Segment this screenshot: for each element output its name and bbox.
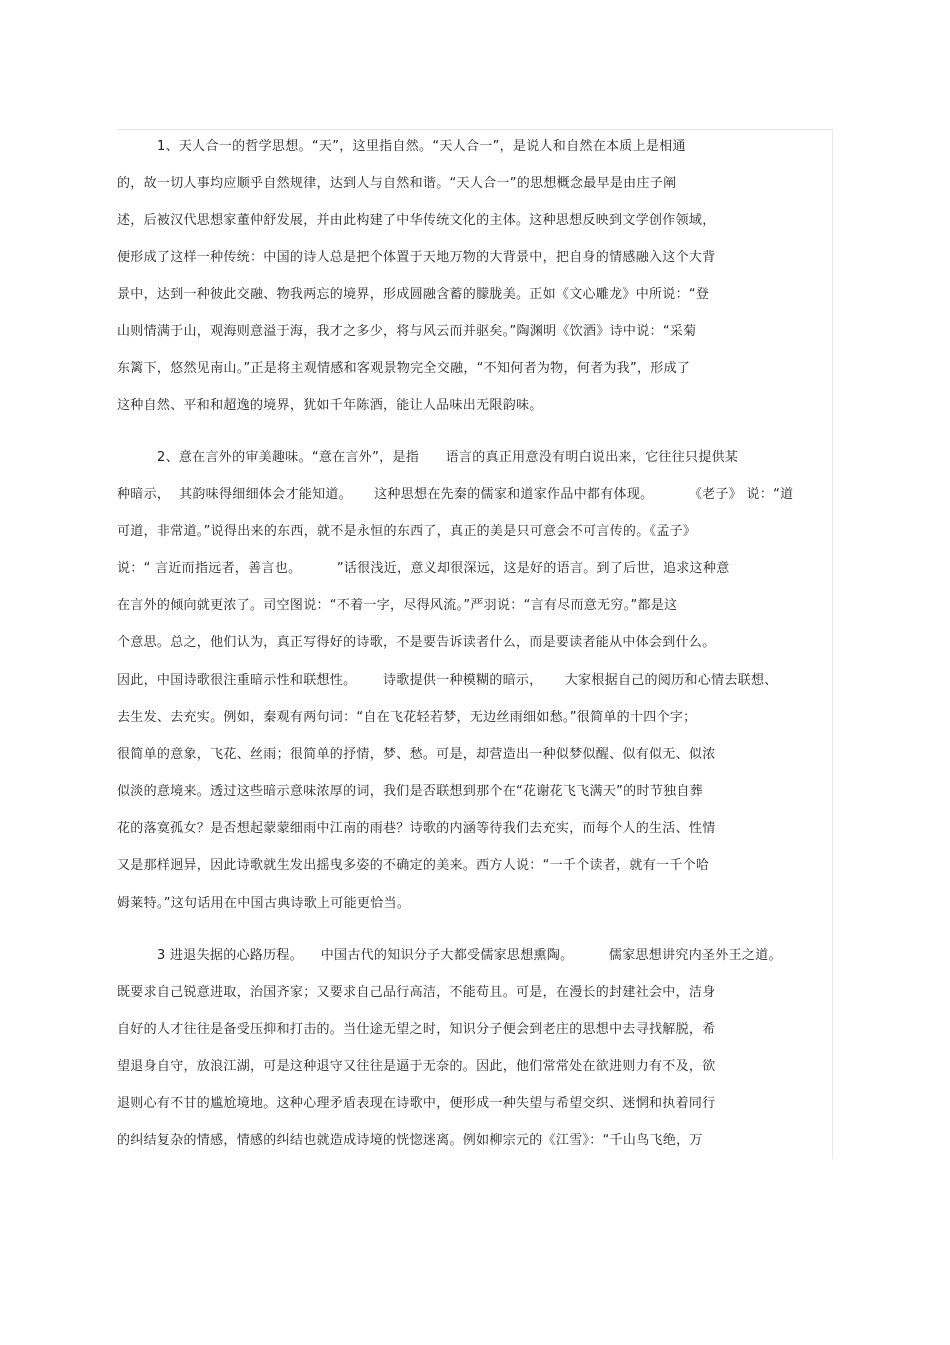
text-line: 的纠结复杂的情感，情感的纠结也就造成诗境的恍惚迷离。例如柳宗元的《江雪》：“千山鸟飞绝，万 — [117, 1133, 703, 1148]
page-right-border — [832, 129, 833, 1159]
text-line: 这种自然、平和和超逸的境界，犹如千年陈酒，能让人品味出无限韵味。 — [117, 398, 543, 413]
page-top-border — [117, 129, 833, 130]
text-line: 很简单的意象，飞花、丝雨；很简单的抒情，梦、愁。可是，却营造出一种似梦似醒、似有似无、似浓 — [117, 747, 716, 762]
text-line: 去生发、去充实。例如，秦观有两句词：“自在飞花轻若梦，无边丝雨细如愁。”很简单的十四个字； — [117, 710, 697, 725]
text-line: 姆莱特。”这句话用在中国古典诗歌上可能更恰当。 — [117, 896, 411, 911]
text-line: 自好的人才往往是备受压抑和打击的。当仕途无望之时，知识分子便会到老庄的思想中去寻找解脱，希 — [117, 1022, 716, 1037]
text-line: 望退身自守，放浪江湖，可是这种退守又往往是逼于无奈的。因此，他们常常处在欲进则力有不及，欲 — [117, 1059, 716, 1074]
text-line: 1、天人合一的哲学思想。“天”，这里指自然。“天人合一”，是说人和自然在本质上是相通 — [157, 139, 686, 154]
text-line: 因此，中国诗歌很注重暗示性和联想性。 诗歌提供一种模糊的暗示， 大家根据自己的阅历和心情去联想、 — [117, 673, 778, 688]
text-line: 2、意在言外的审美趣味。“意在言外”，是指 语言的真正用意没有明白说出来，它往往只提供某 — [157, 450, 739, 465]
text-line: 似淡的意境来。透过这些暗示意味浓厚的词，我们是否联想到那个在“花谢花飞飞满天”的时节独自葬 — [117, 784, 703, 799]
text-line: 又是那样迥异，因此诗歌就生发出摇曳多姿的不确定的美来。西方人说：“一千个读者，就有一千个哈 — [117, 858, 710, 873]
text-line: 山则情满于山，观海则意溢于海，我才之多少，将与风云而并驱矣。”陶渊明《饮酒》诗中说：“采菊 — [117, 324, 697, 339]
text-line: 说：“ 言近而指远者，善言也。 ”话很浅近，意义却很深远，这是好的语言。到了后世，追求这种意 — [117, 561, 730, 576]
text-line: 种暗示， 其韵味得细细体会才能知道。 这种思想在先秦的儒家和道家作品中都有体现。 《老子》 说：“道 — [117, 487, 794, 502]
text-line: 3 进退失据的心路历程。 中国古代的知识分子大都受儒家思想熏陶。 儒家思想讲究内圣外王之道。 — [157, 948, 782, 963]
text-line: 退则心有不甘的尴尬境地。这种心理矛盾表现在诗歌中，便形成一种失望与希望交织、迷惘和执着同行 — [117, 1096, 716, 1111]
text-line: 可道，非常道。”说得出来的东西，就不是永恒的东西了，真正的美是只可意会不可言传的。《孟子》 — [117, 524, 697, 539]
text-line: 花的落寞孤女？是否想起蒙蒙细雨中江南的雨巷？诗歌的内涵等待我们去充实，而每个人的生活、性情 — [117, 821, 716, 836]
text-line: 个意思。总之，他们认为，真正写得好的诗歌，不是要告诉读者什么，而是要读者能从中体会到什么。 — [117, 635, 716, 650]
text-line: 便形成了这样一种传统：中国的诗人总是把个体置于天地万物的大背景中，把自身的情感融入这个大背 — [117, 250, 716, 265]
text-line: 的，故一切人事均应顺乎自然规律，达到人与自然和谐。“天人合一”的思想概念最早是由庄子阐 — [117, 176, 677, 191]
text-line: 东篱下，悠然见南山。”正是将主观情感和客观景物完全交融，“不知何者为物，何者为我”，形成了 — [117, 361, 691, 376]
text-line: 景中，达到一种彼此交融、物我两忘的境界，形成圆融含蓄的朦胧美。正如《文心雕龙》中所说：“登 — [117, 287, 710, 302]
text-line: 在言外的倾向就更浓了。司空图说：“不着一字，尽得风流。”严羽说：“言有尽而意无穷。”都是这 — [117, 598, 678, 613]
text-line: 既要求自己锐意进取，治国齐家；又要求自己品行高洁，不能苟且。可是，在漫长的封建社会中，洁身 — [117, 985, 716, 1000]
text-line: 述，后被汉代思想家董仲舒发展，并由此构建了中华传统文化的主体。这种思想反映到文学创作领域， — [117, 213, 716, 228]
